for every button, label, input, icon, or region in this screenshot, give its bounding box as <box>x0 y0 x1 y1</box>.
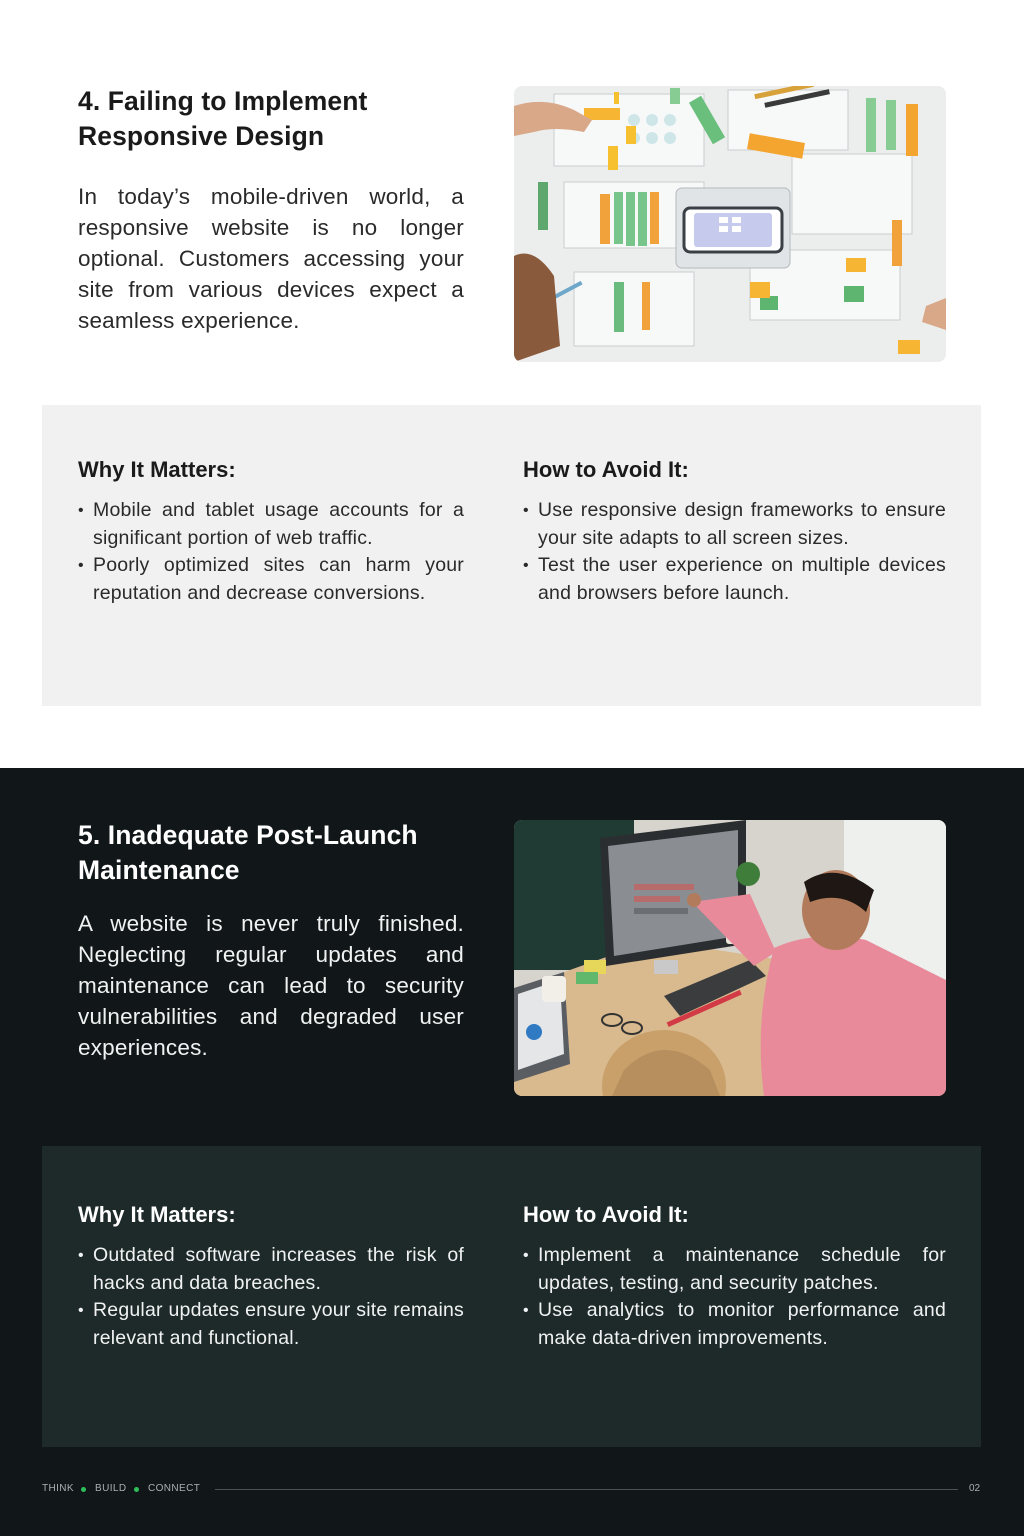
avoid-item: • Test the user experience on multiple devices and browsers before launch. <box>523 552 946 607</box>
tips-panel <box>42 1146 981 1447</box>
wireframe-photo <box>514 86 946 362</box>
section-title: 5. Inadequate Post-Launch Maintenance <box>78 820 418 885</box>
footer-word-think: THINK <box>42 1483 74 1494</box>
why-heading: Why It Matters: <box>78 457 236 482</box>
footer-word-connect: CONNECT <box>148 1483 201 1494</box>
tips-panel <box>42 405 981 706</box>
avoid-item: • Use responsive design frameworks to ensure your site adapts to all screen sizes. <box>523 497 946 552</box>
avoid-list <box>523 497 946 607</box>
avoid-item: • Use analytics to monitor performance and make data-driven improvements. <box>523 1297 946 1352</box>
office-photo <box>514 820 946 1096</box>
avoid-heading: How to Avoid It: <box>523 1202 689 1227</box>
why-item: • Mobile and tablet usage accounts for a significant portion of web traffic. <box>78 497 464 552</box>
page-number: 02 <box>969 1483 981 1494</box>
avoid-heading: How to Avoid It: <box>523 457 689 482</box>
section-post-launch-maintenance <box>0 768 1024 1536</box>
why-list <box>78 1242 464 1352</box>
why-list <box>78 497 464 607</box>
why-item: • Poorly optimized sites can harm your reputation and decrease conversions. <box>78 552 464 607</box>
section-body: In today’s mobile-driven world, a responsive website is no longer optional. Customers accessing your site from various devices expect a seamless experience. <box>78 184 464 333</box>
how-to-avoid <box>523 1200 946 1352</box>
section-title: 4. Failing to Implement Responsive Design <box>78 86 368 151</box>
footer-dot-icon <box>81 1487 86 1492</box>
page-footer <box>0 1478 1024 1500</box>
footer-divider <box>215 1489 958 1490</box>
avoid-item: • Implement a maintenance schedule for updates, testing, and security patches. <box>523 1242 946 1297</box>
section-body: A website is never truly finished. Neglecting regular updates and maintenance can lead to security vulnerabilities and degraded user experiences. <box>78 911 464 1060</box>
avoid-list <box>523 1242 946 1352</box>
footer-dot-icon <box>134 1487 139 1492</box>
why-item: • Regular updates ensure your site remains relevant and functional. <box>78 1297 464 1352</box>
why-item: • Outdated software increases the risk of hacks and data breaches. <box>78 1242 464 1297</box>
why-it-matters <box>78 1200 464 1352</box>
why-heading: Why It Matters: <box>78 1202 236 1227</box>
footer-word-build: BUILD <box>95 1483 127 1494</box>
how-to-avoid <box>523 455 946 607</box>
why-it-matters <box>78 455 464 607</box>
